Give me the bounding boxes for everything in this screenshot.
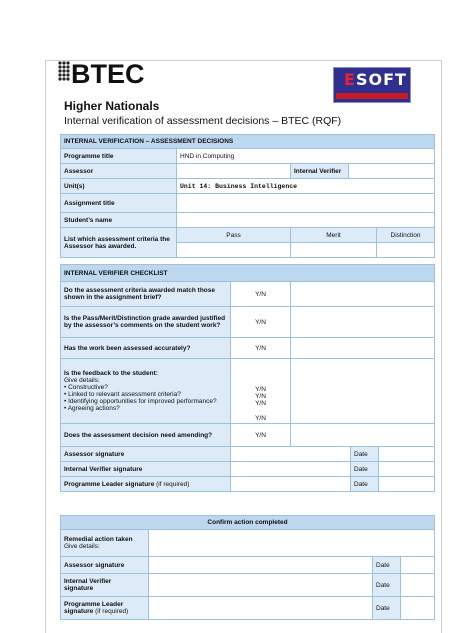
internal-verifier-field[interactable] <box>349 164 435 179</box>
assessor-date-field[interactable] <box>379 447 435 462</box>
confirm-pl-signature-label <box>61 597 149 620</box>
confirm-assessor-date-field[interactable] <box>401 557 435 574</box>
pl-if-required: (if required) <box>156 480 190 488</box>
confirm-pl-date-field[interactable] <box>401 597 435 620</box>
checklist-section-title: INTERNAL VERIFIER CHECKLIST <box>61 265 435 282</box>
remedial-give-details: Give details: <box>64 543 100 550</box>
iv-date-label: Date <box>351 462 379 477</box>
pl-date-field[interactable] <box>379 477 435 492</box>
q-decision-amend-yn[interactable]: Y/N <box>231 424 291 447</box>
q-feedback-yn[interactable]: Y/N <box>255 386 266 393</box>
confirm-assessor-signature-label: Assessor signature <box>61 557 149 574</box>
pl-signature-text: Programme Leader signature <box>64 480 155 488</box>
esoft-logo <box>333 67 411 103</box>
assessor-field[interactable] <box>177 164 291 179</box>
distinction-header: Distinction <box>377 228 435 243</box>
page-subtitle: Internal verification of assessment decisions – BTEC (RQF) <box>64 115 342 127</box>
q-feedback-item: • Linked to relevant assessment criteria? <box>64 391 181 398</box>
confirm-iv-signature-word: signature <box>64 585 94 592</box>
pl-date-label: Date <box>351 477 379 492</box>
confirm-iv-signature-label <box>61 574 149 597</box>
remedial-action-label <box>61 530 149 557</box>
q-feedback-comment[interactable] <box>291 359 435 424</box>
q-feedback-yn-group <box>231 359 291 424</box>
iv-section-title: INTERNAL VERIFICATION – ASSESSMENT DECISIONS <box>61 135 435 149</box>
q-feedback-yn[interactable]: Y/N <box>255 400 266 407</box>
q-grade-justified-comment[interactable] <box>291 307 435 338</box>
assessor-date-label: Date <box>351 447 379 462</box>
confirm-iv-label: Internal Verifier <box>64 578 112 585</box>
q-decision-amend-comment[interactable] <box>291 424 435 447</box>
units-label: Unit(s) <box>61 179 177 194</box>
grades-awarded-label: List which assessment criteria the Assessor has awarded. <box>61 228 177 258</box>
confirm-pl-if-required: (if required) <box>95 608 129 615</box>
q-criteria-match-yn[interactable]: Y/N <box>231 282 291 307</box>
distinction-field[interactable] <box>377 243 435 258</box>
remedial-action-title: Remedial action taken <box>64 536 133 543</box>
q-grade-justified-yn[interactable]: Y/N <box>231 307 291 338</box>
confirm-iv-date-field[interactable] <box>401 574 435 597</box>
q-feedback-yn[interactable]: Y/N <box>255 415 266 422</box>
confirm-action-table <box>60 515 435 620</box>
assessor-signature-label: Assessor signature <box>61 447 231 462</box>
confirm-pl-label: Programme Leader <box>64 601 124 608</box>
q-criteria-match-comment[interactable] <box>291 282 435 307</box>
pass-header: Pass <box>177 228 291 243</box>
iv-checklist-table <box>60 264 435 492</box>
assignment-title-field[interactable] <box>177 194 435 213</box>
page-title: Higher Nationals <box>64 99 160 113</box>
q-feedback-item: • Constructive? <box>64 384 108 391</box>
q-feedback-yn[interactable]: Y/N <box>255 393 266 400</box>
remedial-action-field[interactable] <box>149 530 435 557</box>
iv-signature-field[interactable] <box>231 462 351 477</box>
confirm-assessor-signature-field[interactable] <box>149 557 373 574</box>
merit-field[interactable] <box>291 243 377 258</box>
programme-title-label: Programme title <box>61 149 177 164</box>
pass-field[interactable] <box>177 243 291 258</box>
iv-decisions-table <box>60 134 435 258</box>
confirm-iv-date-label: Date <box>373 574 401 597</box>
q-assessed-accurately-comment[interactable] <box>291 338 435 359</box>
students-name-label: Student’s name <box>61 213 177 228</box>
assessor-label: Assessor <box>61 164 177 179</box>
units-value[interactable]: Unit 14: Business Intelligence <box>177 179 435 194</box>
assignment-title-label: Assignment title <box>61 194 177 213</box>
confirm-section-title: Confirm action completed <box>61 516 435 530</box>
programme-title-value[interactable]: HND in Computing <box>177 149 435 164</box>
q-grade-justified: Is the Pass/Merit/Distinction grade awarded justified by the assessor’s comments on the student work? <box>61 307 231 338</box>
q-feedback <box>61 359 231 424</box>
confirm-pl-signature-word: signature <box>64 608 94 615</box>
confirm-iv-signature-field[interactable] <box>149 574 373 597</box>
iv-signature-label: Internal Verifier signature <box>61 462 231 477</box>
q-assessed-accurately: Has the work been assessed accurately? <box>61 338 231 359</box>
q-feedback-title: Is the feedback to the student: <box>64 370 158 377</box>
q-decision-amend: Does the assessment decision need amending? <box>61 424 231 447</box>
pl-signature-field[interactable] <box>231 477 351 492</box>
q-assessed-accurately-yn[interactable]: Y/N <box>231 338 291 359</box>
esoft-logo-strip <box>336 93 408 99</box>
pl-signature-label <box>61 477 231 492</box>
q-criteria-match: Do the assessment criteria awarded match those shown in the assignment brief? <box>61 282 231 307</box>
iv-date-field[interactable] <box>379 462 435 477</box>
q-feedback-give-details: Give details: <box>64 377 100 384</box>
assessor-signature-field[interactable] <box>231 447 351 462</box>
confirm-pl-date-label: Date <box>373 597 401 620</box>
btec-logo-text: BTEC <box>71 59 145 89</box>
btec-logo <box>57 58 157 95</box>
q-feedback-item: • Identifying opportunities for improved performance? <box>64 398 217 405</box>
merit-header: Merit <box>291 228 377 243</box>
confirm-assessor-date-label: Date <box>373 557 401 574</box>
confirm-pl-signature-field[interactable] <box>149 597 373 620</box>
esoft-logo-text: ESOFT <box>344 70 407 89</box>
internal-verifier-label: Internal Verifier <box>291 164 349 179</box>
q-feedback-item: • Agreeing actions? <box>64 405 120 412</box>
students-name-field[interactable] <box>177 213 435 228</box>
